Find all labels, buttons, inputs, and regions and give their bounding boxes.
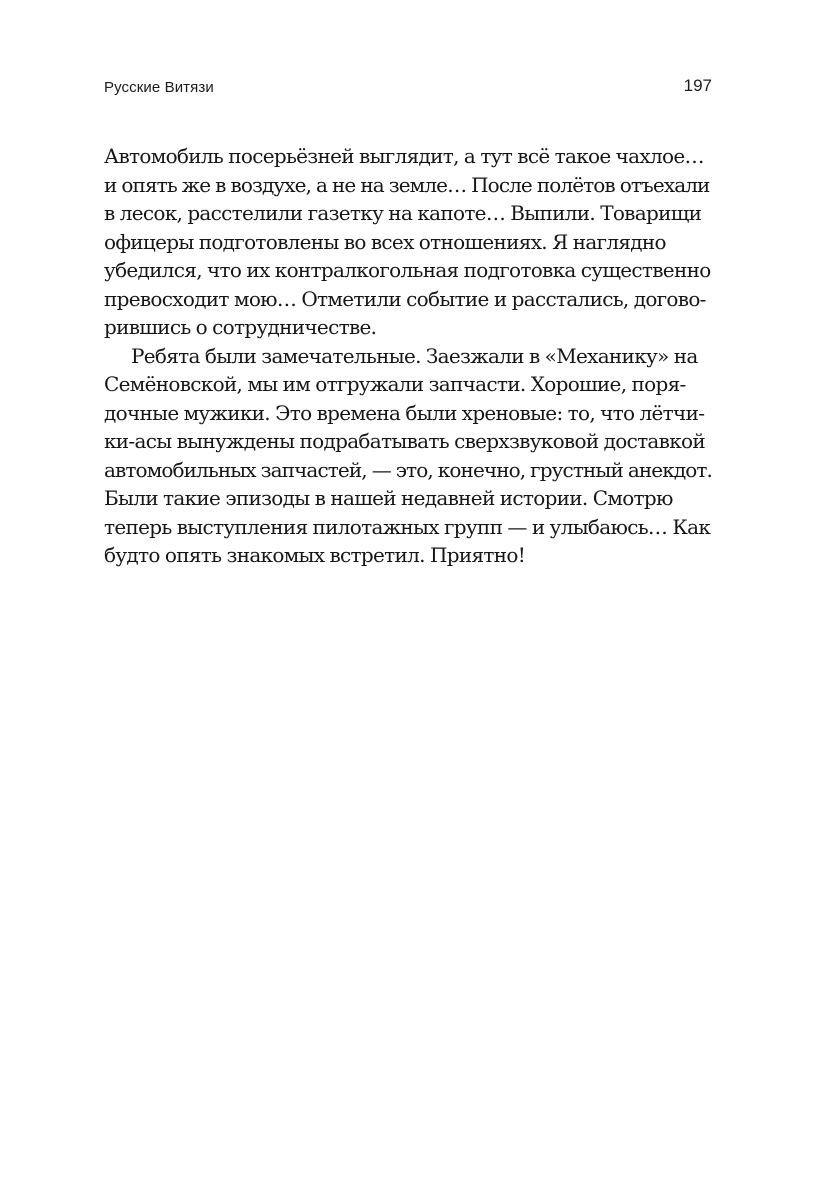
- body-text: [104, 142, 712, 570]
- text-line: и опять же в воздухе, а не на земле… После полётов отъехали: [104, 172, 710, 197]
- paragraph-2: [104, 342, 712, 570]
- text-line: автомобильных запчастей, — это, конечно, грустный анекдот.: [104, 457, 713, 482]
- running-title: Русские Витязи: [104, 79, 214, 96]
- page-number: 197: [683, 76, 712, 95]
- text-line: дочные мужики. Это времена были хреновые: то, что лётчи-: [104, 400, 705, 425]
- text-line: теперь выступления пилотажных групп — и улыбаюсь… Как: [104, 514, 711, 539]
- text-line: Автомобиль посерьёзней выглядит, а тут всё такое чахлое…: [104, 144, 704, 168]
- text-line: Были такие эпизоды в нашей недавней истории. Смотрю: [104, 486, 673, 510]
- text-line: в лесок, расстелили газетку на капоте… Выпили. Товарищи: [104, 201, 702, 225]
- text-line: офицеры подготовлены во всех отношениях. Я наглядно: [104, 229, 666, 254]
- text-line: убедился, что их контралкогольная подготовка существенно: [104, 258, 711, 282]
- text-line: превосходит мою… Отметили событие и расстались, догово-: [104, 286, 706, 311]
- text-line: рившись о сотрудничестве.: [104, 315, 377, 339]
- paragraph-1: [104, 142, 712, 342]
- text-line: Ребята были замечательные. Заезжали в «Механику» на: [131, 343, 698, 368]
- text-line: ки-асы вынуждены подрабатывать сверхзвуковой доставкой: [104, 429, 705, 453]
- text-line: Семёновской, мы им отгружали запчасти. Хорошие, поря-: [104, 372, 686, 396]
- running-header: [104, 76, 712, 100]
- text-line: будто опять знакомых встретил. Приятно!: [104, 543, 526, 567]
